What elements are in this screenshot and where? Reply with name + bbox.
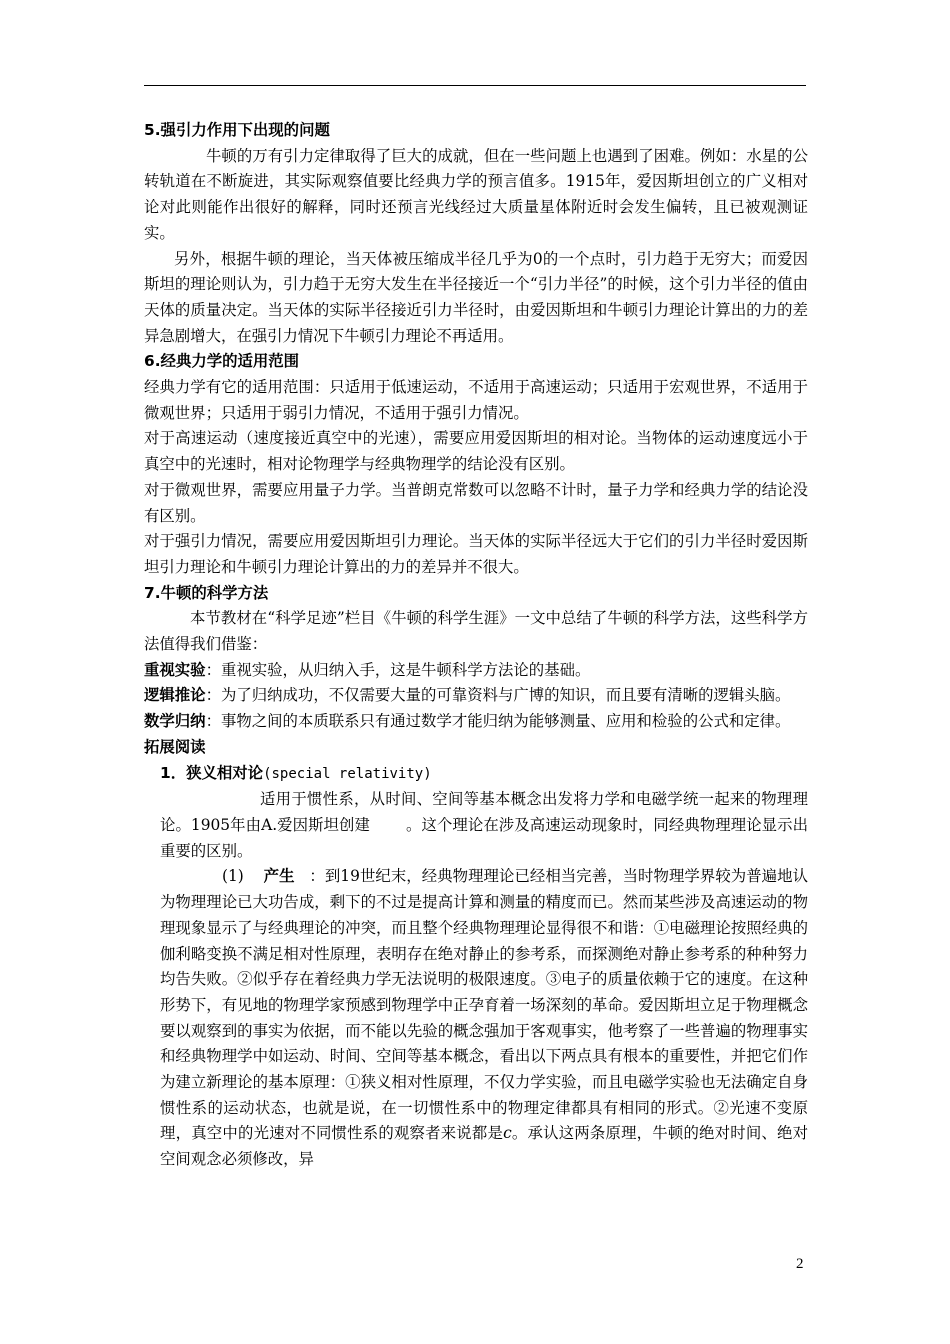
sub-heading-english: (special relativity) xyxy=(263,765,432,782)
paragraph: 另外，根据牛顿的理论，当天体被压缩成半径几乎为0的一个点时，引力趋于无穷大；而爱因斯坦的理论则认为，引力趋于无穷大发生在半径接近一个“引力半径”的时候，这个引力半径的值由天体的质量决定。当天体的实际半径接近引力半径时，由爱因斯坦和牛顿引力理论计算出的力的差异急剧增大，在强引力情况下牛顿引力理论不再适用。 xyxy=(144,249,808,345)
sub-heading-title: 1．狭义相对论 xyxy=(160,763,264,782)
paragraph xyxy=(160,864,808,1172)
method-item xyxy=(144,658,808,684)
item-label: (1) xyxy=(222,867,244,886)
extended-reading-body xyxy=(144,761,808,1173)
paragraph-text: 。这个理论在涉及高速运动现象时，同经典物理理论显示出重要的区别。 xyxy=(160,815,808,860)
page-number: 2 xyxy=(796,1256,804,1272)
item-term: 产生 xyxy=(263,867,295,886)
paragraph: 本节教材在“科学足迹”栏目《牛顿的科学生涯》一文中总结了牛顿的科学方法，这些科学方法值得我们借鉴： xyxy=(144,609,808,654)
paragraph-text: 适用于惯性系，从时间、空间等基本概念出发将力学和电磁学统一起来的物理理论。1905年由A.爱因斯坦创建 xyxy=(160,790,808,834)
page-content xyxy=(144,118,808,1173)
extended-reading-heading: 拓展阅读 xyxy=(144,737,206,756)
sub-heading xyxy=(160,761,808,788)
section-heading-6: 6.经典力学的适用范围 xyxy=(144,352,300,371)
section-heading-7: 7.牛顿的科学方法 xyxy=(144,583,269,602)
header-rule xyxy=(144,85,806,86)
paragraph: 对于微观世界，需要应用量子力学。当普朗克常数可以忽略不计时，量子力学和经典力学的结论没有区别。 xyxy=(144,480,808,525)
section-heading-5: 5.强引力作用下出现的问题 xyxy=(144,121,330,139)
paragraph-text: 。承认这两条原理，牛顿的绝对时间、绝对空间观念必须修改，异 xyxy=(160,1124,808,1169)
paragraph: 经典力学有它的适用范围：只适用于低速运动，不适用于高速运动；只适用于宏观世界，不适用于微观世界；只适用于弱引力情况，不适用于强引力情况。 xyxy=(144,378,808,422)
symbol-c: c xyxy=(503,1124,512,1143)
method-item xyxy=(144,683,808,709)
paragraph: 对于高速运动（速度接近真空中的光速），需要应用爱因斯坦的相对论。当物体的运动速度远小于真空中的光速时，相对论物理学与经典物理学的结论没有区别。 xyxy=(144,429,808,474)
paragraph: 对于强引力情况，需要应用爱因斯坦引力理论。当天体的实际半径远大于它们的引力半径时爱因斯坦引力理论和牛顿引力理论计算出的力的差异并不很大。 xyxy=(144,532,808,576)
method-text: ：事物之间的本质联系只有通过数学才能归纳为能够测量、应用和检验的公式和定律。 xyxy=(205,712,791,731)
method-term: 数学归纳 xyxy=(144,712,206,731)
paragraph xyxy=(160,787,808,864)
method-item xyxy=(144,709,808,735)
method-term: 逻辑推论 xyxy=(144,686,206,705)
method-term: 重视实验 xyxy=(144,660,206,679)
paragraph: 牛顿的万有引力定律取得了巨大的成就，但在一些问题上也遇到了困难。例如：水星的公转轨道在不断旋进，其实际观察值要比经典力学的预言值多。1915年，爱因斯坦创立的广义相对论对此则能作出很好的解释，同时还预言光线经过大质量星体附近时会发生偏转，且已被观测证实。 xyxy=(144,146,808,242)
paragraph-text: ：到19世纪末，经典物理理论已经相当完善，当时物理学界较为普遍地认为物理理论已大功告成，剩下的不过是提高计算和测量的精度而已。然而某些涉及高速运动的物理现象显示了与经典理论的冲突，而且整个经典物理理论显得很不和谐：①电磁理论按照经典的伽利略变换不满足相对性原理，表明存在绝对静止的参考系，而探测绝对静止参考系的种种努力均告失败。②似乎存在着经典力学无法说明的极限速度。③电子的质量依赖于它的速度。在这种形势下，有见地的物理学家预感到物理学中正孕育着一场深刻的革命。爱因斯坦立足于物理概念要以观察到的事实为依据，而不能以先验的概念强加于客观事实，他考察了一些普遍的物理事实和经典物理学中如运动、时间、空间等基本概念，看出以下两点具有根本的重要性，并把它们作为建立新理论的基本原理：①狭义相对性原理，不仅力学实验，而且电磁学实验也无法确定自身惯性系的运动状态，也就是说，在一切惯性系中的物理定律都具有相同的形式。②光速不变原理，真空中的光速对不同惯性系的观察者来说都是 xyxy=(160,867,808,1143)
method-text: ：重视实验，从归纳入手，这是牛顿科学方法论的基础。 xyxy=(205,660,591,679)
method-text: ：为了归纳成功，不仅需要大量的可靠资料与广博的知识，而且要有清晰的逻辑头脑。 xyxy=(205,686,791,705)
